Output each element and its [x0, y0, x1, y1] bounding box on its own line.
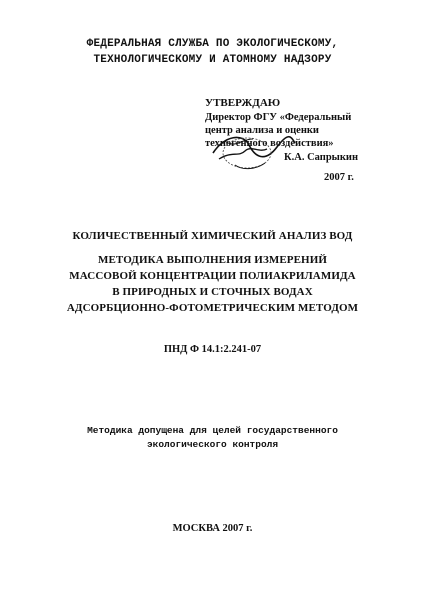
approval-line-3: техногенного воздействия»	[205, 138, 334, 149]
agency-line-1: ФЕДЕРАЛЬНАЯ СЛУЖБА ПО ЭКОЛОГИЧЕСКОМУ,	[86, 38, 339, 50]
document-category: КОЛИЧЕСТВЕННЫЙ ХИМИЧЕСКИЙ АНАЛИЗ ВОД	[72, 230, 353, 242]
approval-year: 2007 г.	[324, 172, 354, 183]
document-title-line-3: В ПРИРОДНЫХ И СТОЧНЫХ ВОДАХ	[112, 286, 313, 298]
place-and-year: МОСКВА 2007 г.	[172, 523, 253, 534]
agency-line-2: ТЕХНОЛОГИЧЕСКОМУ И АТОМНОМУ НАДЗОРУ	[93, 54, 332, 66]
approval-note-line-1: Методика допущена для целей государственного	[87, 425, 338, 436]
document-title-line-4: АДСОРБЦИОННО-ФОТОМЕТРИЧЕСКИМ МЕТОДОМ	[66, 302, 359, 314]
approval-line-1: Директор ФГУ «Федеральный	[205, 112, 352, 123]
document-code: ПНД Ф 14.1:2.241-07	[163, 344, 262, 355]
approval-note-line-2: экологического контроля	[146, 439, 279, 450]
signature-stamp	[205, 123, 300, 178]
document-title-line-2: МАССОВОЙ КОНЦЕНТРАЦИИ ПОЛИАКРИЛАМИДА	[69, 270, 356, 282]
document-title-line-1: МЕТОДИКА ВЫПОЛНЕНИЯ ИЗМЕРЕНИЙ	[97, 254, 328, 266]
approval-title: УТВЕРЖДАЮ	[205, 97, 281, 109]
approval-line-2: центр анализа и оценки	[205, 125, 319, 136]
approval-signer: К.А. Сапрыкин	[284, 152, 359, 163]
